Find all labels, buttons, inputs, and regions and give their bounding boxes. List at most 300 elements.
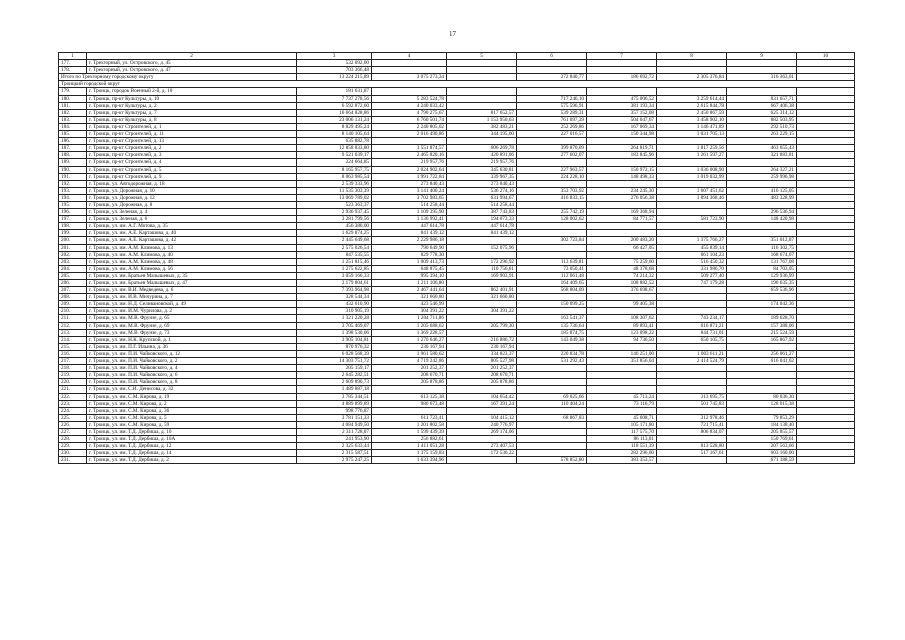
table-cell: 241 953,90 — [297, 436, 372, 443]
table-row — [59, 414, 855, 421]
table-cell: 463 655,43 — [727, 145, 797, 152]
table-cell — [797, 152, 855, 159]
table-cell: г. Троицк, пр-кт Строителей, д. 2 — [87, 145, 297, 152]
table-cell: 273 840,43 — [447, 180, 517, 187]
table-cell — [657, 294, 727, 301]
table-cell: 817 652,57 — [447, 109, 517, 116]
table-cell: 1 153 950,63 — [447, 116, 517, 123]
table-cell: 224. — [59, 407, 87, 414]
table-cell — [797, 187, 855, 194]
table-cell: 2 467 441,64 — [372, 287, 447, 294]
table-row — [59, 386, 855, 393]
table-cell — [517, 450, 587, 457]
table-cell — [587, 159, 657, 166]
table-cell: 2 450 867,59 — [657, 109, 727, 116]
table-cell — [797, 428, 855, 435]
table-cell — [447, 329, 517, 336]
table-cell — [727, 365, 797, 372]
table-cell: 1 607 451,62 — [657, 187, 727, 194]
table-row — [59, 428, 855, 435]
table-cell — [797, 138, 855, 145]
table-cell: г. Троицк, ул. им. А.Г. Мотова, д. 35 — [87, 223, 297, 230]
table-cell: 11 535 303,39 — [297, 187, 372, 194]
table-cell: 831 657,71 — [727, 95, 797, 102]
table-cell: 73 050,41 — [517, 265, 587, 272]
table-row — [59, 123, 855, 130]
table-cell: 383 353,57 — [587, 457, 657, 464]
table-cell: 215 524,59 — [727, 329, 797, 336]
table-cell: 616 041,62 — [727, 358, 797, 365]
table-cell: г. Троицк, ул. Зеленая, д. 6 — [87, 216, 297, 223]
table-cell: г. Троицк, городок Военный 2-й, д. 10 — [87, 88, 297, 95]
table-cell — [587, 308, 657, 315]
table-cell: г. Троицк, ул. им. М.В. Фрунзе, д. 73 — [87, 329, 297, 336]
table-cell: 23 006 131,24 — [297, 116, 372, 123]
table-cell: 165 867,92 — [727, 336, 797, 343]
table-cell — [657, 60, 727, 67]
table-cell: г. Троицк, ул. им. Т.Д. Дербиша, д. 10 — [87, 428, 297, 435]
table-cell: 12 858 833,80 — [297, 145, 372, 152]
table-cell: 84 703,05 — [727, 265, 797, 272]
table-cell: 456 380,00 — [297, 223, 372, 230]
table-cell: 183 845,96 — [587, 152, 657, 159]
table-cell — [587, 180, 657, 187]
table-cell: 263 229,15 — [727, 131, 797, 138]
table-cell: 613 125,38 — [372, 393, 447, 400]
table-cell: 205 878,86 — [372, 379, 447, 386]
table-cell — [727, 372, 797, 379]
table-cell: 6 592 872,60 — [297, 102, 372, 109]
table-cell: 321 660,80 — [372, 294, 447, 301]
table-cell — [517, 407, 587, 414]
table-row — [59, 436, 855, 443]
table-cell — [727, 138, 797, 145]
table-cell: 264 327,21 — [727, 166, 797, 173]
table-cell — [587, 67, 657, 74]
table-cell: 219. — [59, 372, 87, 379]
table-cell: 516 450,32 — [657, 258, 727, 265]
table-row — [59, 336, 855, 343]
table-cell: 353 703,92 — [517, 187, 587, 194]
table-cell: г. Троицк, пр-кт Строителей, д. 5 — [87, 166, 297, 173]
table-cell: 447 614,78 — [447, 223, 517, 230]
table-cell: 1 961 580,62 — [372, 350, 447, 357]
table-cell: 1 261 597,27 — [657, 152, 727, 159]
table-cell: 179. — [59, 88, 87, 95]
table-cell: 221. — [59, 386, 87, 393]
table-cell: 504 047,67 — [587, 116, 657, 123]
table-cell: г. Троицк, ул. им. М.В. Фрунзе, д. 69 — [87, 322, 297, 329]
table-row — [59, 308, 855, 315]
table-cell: 129 936,99 — [727, 272, 797, 279]
table-cell: 2 311 728,07 — [297, 428, 372, 435]
table-cell — [517, 138, 587, 145]
table-cell — [797, 145, 855, 152]
table-cell: 186. — [59, 138, 87, 145]
table-cell — [657, 67, 727, 74]
table-cell: 74 214,32 — [587, 272, 657, 279]
table-cell — [727, 159, 797, 166]
table-cell: 169 903,91 — [447, 272, 517, 279]
table-cell: 230 167,94 — [447, 343, 517, 350]
table-cell: 68 867,83 — [517, 414, 587, 421]
table-cell: 168 674,07 — [727, 251, 797, 258]
table-cell — [657, 457, 727, 464]
table-cell: 186 692,72 — [587, 74, 657, 81]
table-cell: 790 649,90 — [372, 244, 447, 251]
table-row — [59, 88, 855, 95]
table-cell: 205 159,17 — [297, 365, 372, 372]
table-cell — [657, 180, 727, 187]
table-cell: 230. — [59, 450, 87, 457]
table-cell: г. Троицк, ул. им. Братьев Малышевых, д. 35 — [87, 272, 297, 279]
table-cell: 304 391,22 — [372, 308, 447, 315]
table-cell: 2 539 333,96 — [297, 180, 372, 187]
table-cell — [727, 60, 797, 67]
table-cell — [797, 421, 855, 428]
table-body — [59, 53, 855, 464]
table-cell: 432 610,90 — [297, 301, 372, 308]
table-cell: 282 296,00 — [587, 450, 657, 457]
table-cell: 296 536,94 — [727, 209, 797, 216]
table-cell: 316 363,01 — [727, 74, 797, 81]
table-cell: г. Троицк, ул. им. В.И. Медведева, д. 6 — [87, 287, 297, 294]
table-cell: 234 245,30 — [587, 187, 657, 194]
table-cell — [447, 386, 517, 393]
table-cell: г. Троицк, ул. им. А.М. Климова, д. 56 — [87, 265, 297, 272]
table-cell — [727, 386, 797, 393]
header-cell: 5 — [447, 53, 517, 60]
table-cell — [797, 450, 855, 457]
table-cell — [447, 457, 517, 464]
table-cell: 192. — [59, 180, 87, 187]
table-row — [59, 109, 855, 116]
table-row — [59, 294, 855, 301]
table-cell: 345 630,81 — [447, 166, 517, 173]
table-cell: г. Троицк, ул. им. Т.Д. Дербиша, д. 2 — [87, 457, 297, 464]
table-cell: 205 878,86 — [447, 379, 517, 386]
table-cell: 220 834,78 — [517, 350, 587, 357]
table-cell: 190. — [59, 166, 87, 173]
table-row — [59, 230, 855, 237]
table-row — [59, 372, 855, 379]
table-cell: 980 673,48 — [372, 400, 447, 407]
table-cell: 218. — [59, 365, 87, 372]
table-cell: 2 975 247,25 — [297, 457, 372, 464]
table-cell: 3 141 400,24 — [372, 187, 447, 194]
table-cell: 8 140 105,64 — [297, 131, 372, 138]
table-cell: 105 171,80 — [587, 421, 657, 428]
table-cell: 351 856,04 — [587, 358, 657, 365]
table-row — [59, 457, 855, 464]
table-cell: 135 736,64 — [517, 322, 587, 329]
table-cell: 110 404,24 — [517, 400, 587, 407]
table-cell — [517, 308, 587, 315]
table-cell: 2 016 490,86 — [372, 131, 447, 138]
table-cell: 200 483,20 — [587, 237, 657, 244]
table-cell: 514 258,44 — [447, 201, 517, 208]
table-cell: 1 031 705,13 — [657, 131, 727, 138]
table-row — [59, 379, 855, 386]
table-cell: 1 036 008,90 — [657, 166, 727, 173]
table-cell: 201 252,37 — [447, 365, 517, 372]
table-cell: 747 179,28 — [657, 280, 727, 287]
table-cell: 310 905,19 — [297, 308, 372, 315]
table-cell: 184. — [59, 123, 87, 130]
table-cell — [797, 343, 855, 350]
table-cell: 208 670,71 — [447, 372, 517, 379]
table-cell — [517, 67, 587, 74]
table-cell: 1 109 395,90 — [372, 209, 447, 216]
table-cell — [797, 379, 855, 386]
table-cell: г. Троицк, ул. Дорожная, д. 10 — [87, 187, 297, 194]
table-cell — [517, 244, 587, 251]
table-cell: г. Троицк, ул. им. А.М. Климова, д. 13 — [87, 244, 297, 251]
table-cell: 3 702 983,65 — [372, 194, 447, 201]
table-cell — [657, 138, 727, 145]
table-cell — [372, 386, 447, 393]
table-cell: 1 375 159,83 — [372, 450, 447, 457]
table-cell — [797, 159, 855, 166]
table-cell: 225. — [59, 414, 87, 421]
table-cell: 334 823,37 — [447, 350, 517, 357]
table-cell: г. Троицк, ул. им. Н.Д. Селивановской, д. 49 — [87, 301, 297, 308]
table-cell: 9 521 039,17 — [297, 152, 372, 159]
table-cell — [517, 372, 587, 379]
table-cell: 188. — [59, 152, 87, 159]
table-cell — [797, 265, 855, 272]
table-row — [59, 237, 855, 244]
table-cell — [447, 301, 517, 308]
table-cell: 806 834,07 — [657, 428, 727, 435]
table-row — [59, 400, 855, 407]
table-cell: 117 575,70 — [587, 428, 657, 435]
table-cell — [797, 365, 855, 372]
table-cell: 995 394,10 — [372, 272, 447, 279]
budget-table — [58, 52, 855, 464]
table-cell: 5 283 524,78 — [372, 95, 447, 102]
header-cell: 7 — [587, 53, 657, 60]
table-cell: 2 936 937,45 — [297, 209, 372, 216]
table-cell — [657, 88, 727, 95]
table-cell: 339 967,35 — [447, 173, 517, 180]
table-cell: 3 705 469,07 — [297, 322, 372, 329]
table-cell: 8 063 985,54 — [297, 173, 372, 180]
table-cell — [797, 102, 855, 109]
table-cell: 201. — [59, 244, 87, 251]
table-cell: 226. — [59, 421, 87, 428]
table-cell: 131 767,08 — [727, 258, 797, 265]
table-cell: 13 069 789,02 — [297, 194, 372, 201]
table-cell: 514 258,44 — [372, 201, 447, 208]
table-cell — [447, 315, 517, 322]
table-cell: 331 986,70 — [657, 265, 727, 272]
table-row — [59, 116, 855, 123]
table-cell: 185. — [59, 131, 87, 138]
table-cell: 172 296,92 — [447, 258, 517, 265]
table-cell: 611 723,41 — [372, 414, 447, 421]
table-cell: 1 205 688,62 — [372, 322, 447, 329]
table-cell: 376 698,67 — [587, 287, 657, 294]
table-cell: 255 742,19 — [517, 209, 587, 216]
table-cell — [587, 379, 657, 386]
table-cell: 344 195,00 — [447, 131, 517, 138]
table-cell: 164 409,65 — [517, 280, 587, 287]
table-row — [59, 152, 855, 159]
table-cell: г. Троицк, ул. Дорожная, д. 12 — [87, 194, 297, 201]
table-cell: 292 510,73 — [727, 123, 797, 130]
table-cell: 150 769,61 — [727, 436, 797, 443]
table-cell — [797, 301, 855, 308]
table-cell: 148 498,33 — [587, 173, 657, 180]
table-cell: 2 465 820,16 — [372, 152, 447, 159]
table-cell — [587, 201, 657, 208]
table-cell: 635 882,78 — [297, 138, 372, 145]
table-cell — [657, 365, 727, 372]
table-cell: 200. — [59, 237, 87, 244]
table-cell: 829 778,30 — [372, 251, 447, 258]
table-cell: 1 019 032,99 — [657, 173, 727, 180]
table-cell: 148 420,98 — [727, 216, 797, 223]
table-cell: 625 314,12 — [727, 109, 797, 116]
table-cell — [797, 88, 855, 95]
header-cell: 10 — [797, 53, 855, 60]
table-cell: 575 596,91 — [517, 102, 587, 109]
table-cell — [797, 209, 855, 216]
table-cell: 201 252,37 — [372, 365, 447, 372]
table-cell: 743 234,17 — [657, 315, 727, 322]
table-cell: 3 785 344,51 — [297, 393, 372, 400]
table-cell: 3 179 804,61 — [297, 280, 372, 287]
table-cell: 150 344,98 — [587, 131, 657, 138]
table-cell: г. Троицк, ул. им. С.М. Кирова, д. 36 — [87, 407, 297, 414]
table-cell: г. Троицк, пр-кт Строителей, д. 9 — [87, 173, 297, 180]
table-cell — [517, 386, 587, 393]
table-cell: 717 246,10 — [517, 95, 587, 102]
table-cell — [797, 237, 855, 244]
table-cell: 167 391,24 — [447, 400, 517, 407]
table-cell — [517, 365, 587, 372]
table-cell: 79 853,29 — [727, 414, 797, 421]
table-cell: 190 635,35 — [727, 280, 797, 287]
table-cell: 813 528,80 — [657, 443, 727, 450]
table-cell: 2 615 844,78 — [657, 102, 727, 109]
table-cell — [657, 287, 727, 294]
table-cell: 272 840,77 — [517, 74, 587, 81]
table-row — [59, 301, 855, 308]
table-cell: 108 882,52 — [587, 280, 657, 287]
table-cell: 205 799,30 — [447, 322, 517, 329]
table-cell — [727, 201, 797, 208]
table-cell: г. Троицк, ул. им. П.И. Чайковского, д. 8 — [87, 379, 297, 386]
table-cell: 517 167,61 — [657, 450, 727, 457]
table-row — [59, 138, 855, 145]
table-cell: 631 994,67 — [447, 194, 517, 201]
table-cell: г. Троицк, ул. им. П.И. Чайковского, д. 12 — [87, 350, 297, 357]
table-cell: 531 292,43 — [517, 358, 587, 365]
table-cell: 382 483,21 — [447, 123, 517, 130]
table-cell: 648 875,45 — [372, 265, 447, 272]
table-cell — [727, 308, 797, 315]
table-cell — [447, 95, 517, 102]
table-cell — [372, 67, 447, 74]
table-cell: г. Троицк, ул. Зеленая, д. 4 — [87, 209, 297, 216]
table-cell: 198. — [59, 223, 87, 230]
table-cell — [797, 372, 855, 379]
table-cell: 1 629 874,25 — [297, 230, 372, 237]
table-row — [59, 159, 855, 166]
table-cell: 416 833,15 — [517, 194, 587, 201]
table-cell — [587, 294, 657, 301]
table-cell: г. Троицк, ул. им. А.Е. Карташова, д. 40 — [87, 230, 297, 237]
table-cell: г. Троицк, пр-кт Культуры, д. 2 — [87, 102, 297, 109]
table-cell: 196. — [59, 209, 87, 216]
table-cell: 202. — [59, 251, 87, 258]
table-cell: 2 325 633,44 — [297, 443, 372, 450]
table-cell: 1 009 413,73 — [372, 258, 447, 265]
table-cell: г. Троицк, ул. Автодорожная, д. 18 — [87, 180, 297, 187]
table-cell: 2 240 805,02 — [372, 123, 447, 130]
table-cell: 423 546,99 — [372, 301, 447, 308]
table-cell — [797, 393, 855, 400]
table-cell — [587, 60, 657, 67]
column-number-row — [59, 53, 855, 60]
table-cell: 1 398 530,06 — [297, 329, 372, 336]
table-cell: 841 439,12 — [372, 230, 447, 237]
table-row — [59, 280, 855, 287]
table-row — [59, 180, 855, 187]
table-cell: 844 731,01 — [657, 329, 727, 336]
table-cell — [657, 209, 727, 216]
table-cell: 84 771,57 — [587, 216, 657, 223]
table-cell — [517, 251, 587, 258]
table-cell: г. Троицк, ул. им. П.И. Чайковского, д. 4 — [87, 365, 297, 372]
table-cell — [797, 407, 855, 414]
table-cell — [797, 109, 855, 116]
header-cell: 6 — [517, 53, 587, 60]
table-cell: 302 723,84 — [517, 237, 587, 244]
table-row — [59, 95, 855, 102]
table-row — [59, 421, 855, 428]
table-cell: г. Троицк, пр-кт Строителей, д. 4 — [87, 159, 297, 166]
table-cell: 215. — [59, 343, 87, 350]
table-cell: 112 061,48 — [517, 272, 587, 279]
table-cell — [797, 60, 855, 67]
table-cell: 211. — [59, 315, 87, 322]
table-cell: 264 819,71 — [587, 145, 657, 152]
table-cell: 187. — [59, 145, 87, 152]
table-cell: 3 905 104,81 — [297, 336, 372, 343]
table-cell: 210. — [59, 308, 87, 315]
table-cell: 199. — [59, 230, 87, 237]
table-cell: 208 670,71 — [372, 372, 447, 379]
table-cell: 8 829 495,24 — [297, 123, 372, 130]
table-cell — [797, 294, 855, 301]
table-cell: 721 715,41 — [657, 421, 727, 428]
table-cell — [587, 343, 657, 350]
table-cell: 606 269,78 — [447, 145, 517, 152]
table-cell — [727, 379, 797, 386]
table-cell: 841 439,12 — [447, 230, 517, 237]
table-cell: г. Троицк, ул. им. С.И. Денисова, д. 32 — [87, 386, 297, 393]
table-row — [59, 407, 855, 414]
table-cell: 3 281 799,56 — [297, 216, 372, 223]
table-cell: г. Троицк, пр-кт Строителей, д. 1 — [87, 123, 297, 130]
table-cell: 532 092,00 — [297, 60, 372, 67]
table-cell: 252 269,86 — [517, 123, 587, 130]
table-cell — [797, 315, 855, 322]
table-cell — [797, 287, 855, 294]
